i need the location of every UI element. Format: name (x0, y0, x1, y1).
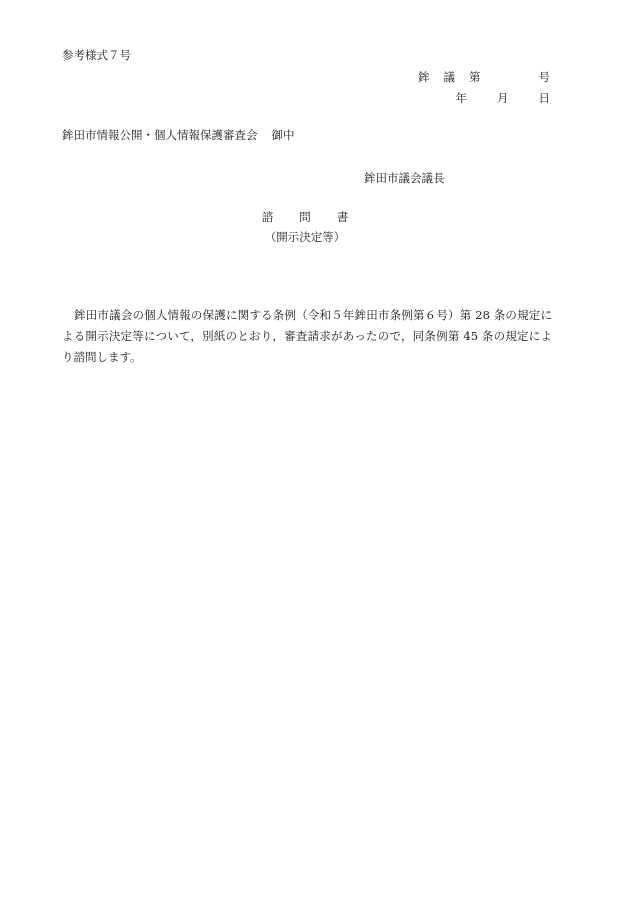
addressee-honorific: 御中 (271, 128, 295, 142)
title-char-2: 問 (299, 210, 311, 224)
title-char-3: 書 (336, 210, 349, 224)
body-paragraph: 鉾田市議会の個人情報の保護に関する条例（令和５年鉾田市条例第６号）第 28 条の規定による開示決定等について，別紙のとおり，審査請求があったので，同条例第 45 条の規定により諮問します。 (62, 308, 552, 364)
document-date (456, 90, 551, 106)
document-number (418, 69, 550, 85)
addressee (62, 127, 295, 143)
title-char-1: 諮 (261, 210, 274, 224)
date-day: 日 (538, 91, 550, 105)
date-year: 年 (455, 91, 467, 105)
sender: 鉾田市議会議長 (364, 171, 445, 185)
addressee-name: 鉾田市情報公開・個人情報保護審査会 (62, 128, 258, 142)
form-label: 参考様式７号 (62, 48, 131, 62)
document-subtitle: （開示決定等） (264, 230, 346, 244)
doc-number-middle: 議 (443, 70, 455, 84)
date-month: 月 (497, 91, 509, 105)
doc-number-go: 号 (538, 70, 550, 84)
document-title (0, 209, 610, 225)
doc-number-prefix: 鉾 (418, 70, 430, 84)
doc-number-dai: 第 (469, 70, 481, 84)
